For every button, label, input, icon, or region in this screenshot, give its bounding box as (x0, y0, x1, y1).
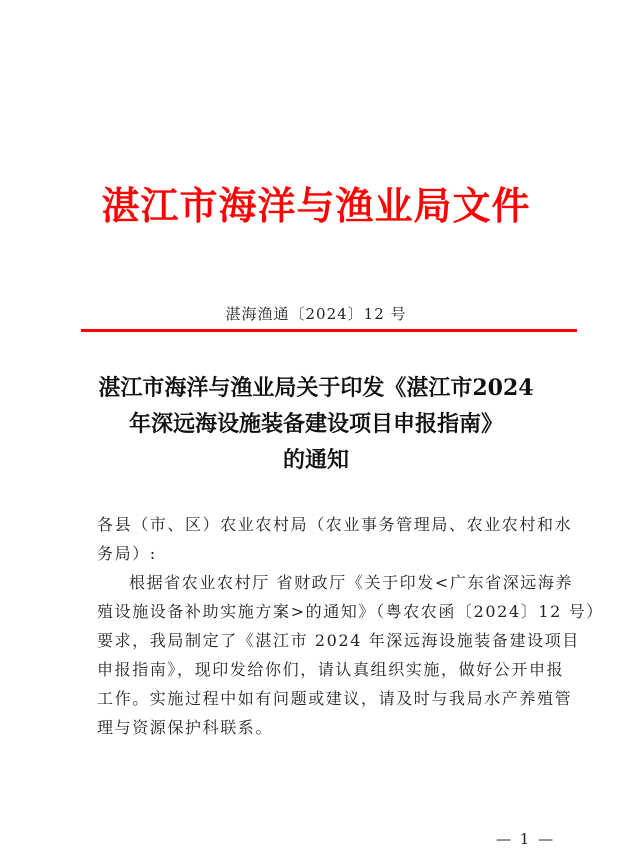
paragraph-line-1: 根据省农业农村厅 省财政厅《关于印发<广东省深远海养 (129, 573, 574, 592)
paragraph-line-4: 申报指南》，现印发给你们，请认真组织实施，做好公开申报 (97, 660, 565, 679)
paragraph-line-5: 工作。实施过程中如有问题或建议，请及时与我局水产养殖管 (97, 689, 573, 708)
paragraph-line-3: 要求，我局制定了《湛江市 2024 年深远海设施装备建设项目 (97, 631, 580, 650)
notice-title-line-1: 湛江市海洋与渔业局关于印发《湛江市2024 (98, 375, 534, 401)
notice-title (60, 370, 572, 478)
document-number: 湛海渔通〔2024〕12 号 (225, 305, 407, 323)
page-number: — 1 — (496, 830, 556, 848)
issuer-title: 湛江市海洋与渔业局文件 (101, 183, 531, 228)
notice-body (97, 510, 604, 742)
red-divider-line (81, 329, 577, 332)
notice-title-line-2: 年深远海设施装备建设项目申报指南》 (128, 411, 503, 437)
paragraph-line-6: 理与资源保护科联系。 (97, 718, 274, 737)
paragraph-line-2: 殖设施设备补助实施方案>的通知》（粤农农函〔2024〕12 号） (97, 602, 604, 621)
notice-title-line-3: 的通知 (282, 447, 349, 473)
addressee-line-1: 各县（市、区）农业农村局（农业事务管理局、农业农村和水 (97, 515, 573, 534)
addressee-line-2: 务局）: (97, 544, 157, 563)
